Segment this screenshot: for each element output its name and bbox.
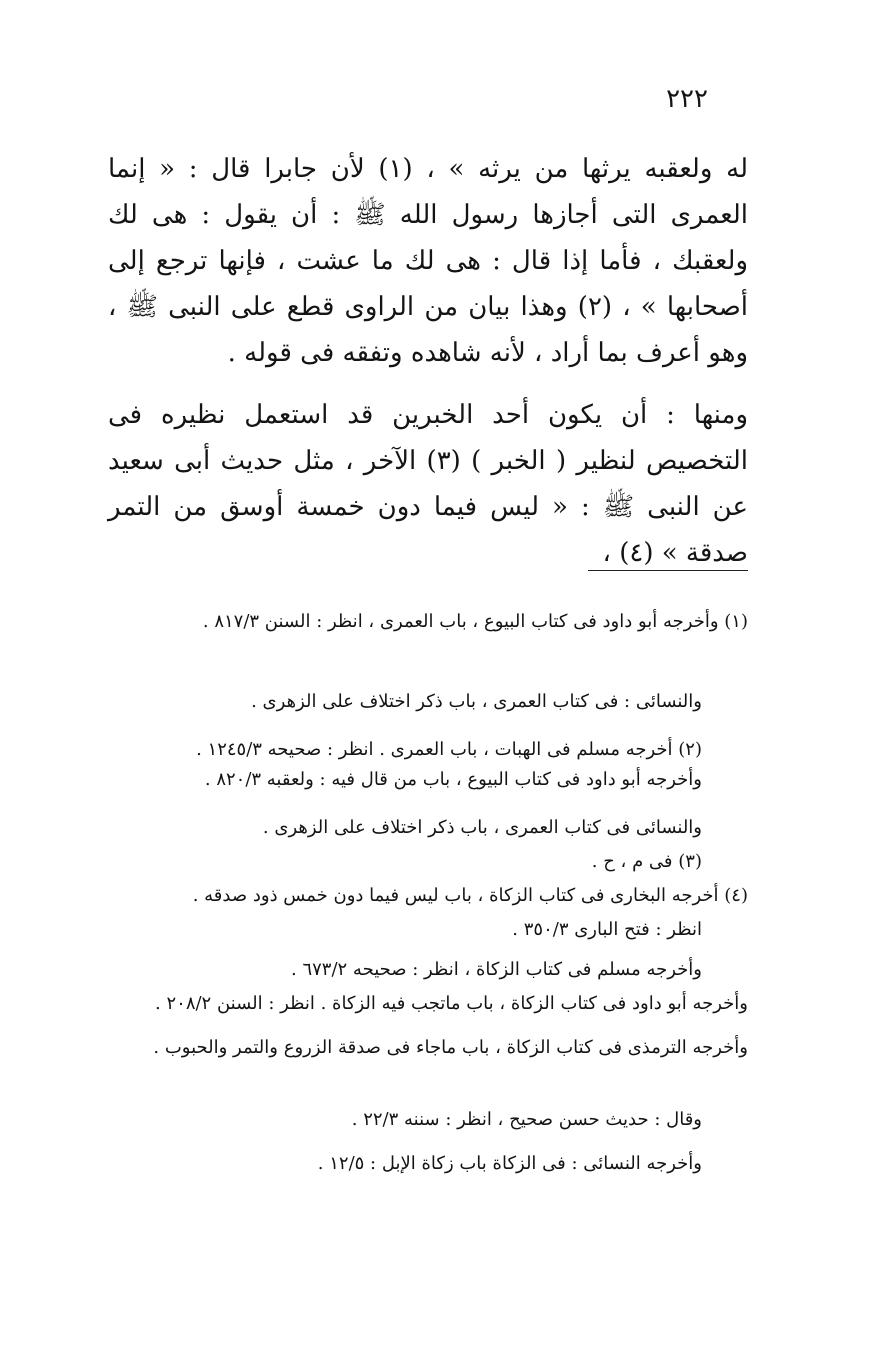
- footnote-4-continuation: وأخرجه الترمذى فى كتاب الزكاة ، باب ماجاء فى صدقة الزروع والتمر والحبوب .: [153, 1037, 748, 1058]
- footnote-1-continuation: والنسائى : فى كتاب العمرى ، باب ذكر اختلاف على الزهرى .: [251, 691, 702, 712]
- page-number: ٢٢٢: [666, 84, 708, 114]
- body-paragraph-1: له ولعقبه يرثها من يرثه » ، (١) لأن جابرا قال : « إنما العمرى التى أجازها رسول الله ﷺ : أن يقول : هى لك ولعقبك ، فأما إذا قال : هى لك ما عشت ، فإنها ترجع إلى أصحابها » ، (٢) وهذا بيان من الراوى قطع على النبى ﷺ ، وهو أعرف بما أراد ، لأنه شاهده وتفقه فى قوله .: [108, 154, 749, 368]
- footnote-1: (١) وأخرجه أبو داود فى كتاب البيوع ، باب العمرى ، انظر : السنن ٨١٧/٣ .: [202, 611, 748, 632]
- footnote-4: (٤) أخرجه البخارى فى كتاب الزكاة ، باب ليس فيما دون خمس ذود صدقه .: [192, 885, 748, 906]
- body-paragraph-2: ومنها : أن يكون أحد الخبرين قد استعمل نظيره فى التخصيص لنظير ( الخبر ) (٣) الآخر ، مثل حديث أبى سعيد عن النبى ﷺ : « ليس فيما دون خمسة أوسق من التمر صدقة » (٤) ،: [108, 400, 748, 568]
- footnote-4-continuation: وأخرجه النسائى : فى الزكاة باب زكاة الإبل : ١٢/٥ .: [317, 1153, 702, 1174]
- footnote-4-continuation: وأخرجه أبو داود فى كتاب الزكاة ، باب ماتجب فيه الزكاة . انظر : السنن ٢٠٨/٢ .: [155, 993, 748, 1014]
- footnote-3: (٣) فى م ، ح .: [591, 851, 702, 872]
- footnote-4-continuation: انظر : فتح البارى ٣٥٠/٣ .: [512, 919, 702, 940]
- footnote-2-continuation: وأخرجه أبو داود فى كتاب البيوع ، باب من قال فيه : ولعقبه ٨٢٠/٣ .: [204, 769, 702, 790]
- footnote-4-continuation: وأخرجه مسلم فى كتاب الزكاة ، انظر : صحيحه ٦٧٣/٢ .: [291, 959, 702, 980]
- footnote-2: (٢) أخرجه مسلم فى الهبات ، باب العمرى . انظر : صحيحه ١٢٤٥/٣ .: [196, 739, 702, 760]
- footnote-separator: [588, 570, 748, 571]
- footnote-4-continuation: وقال : حديث حسن صحيح ، انظر : سننه ٢٢/٣ .: [351, 1109, 702, 1130]
- footnote-2-continuation: والنسائى فى كتاب العمرى ، باب ذكر اختلاف على الزهرى .: [262, 817, 702, 838]
